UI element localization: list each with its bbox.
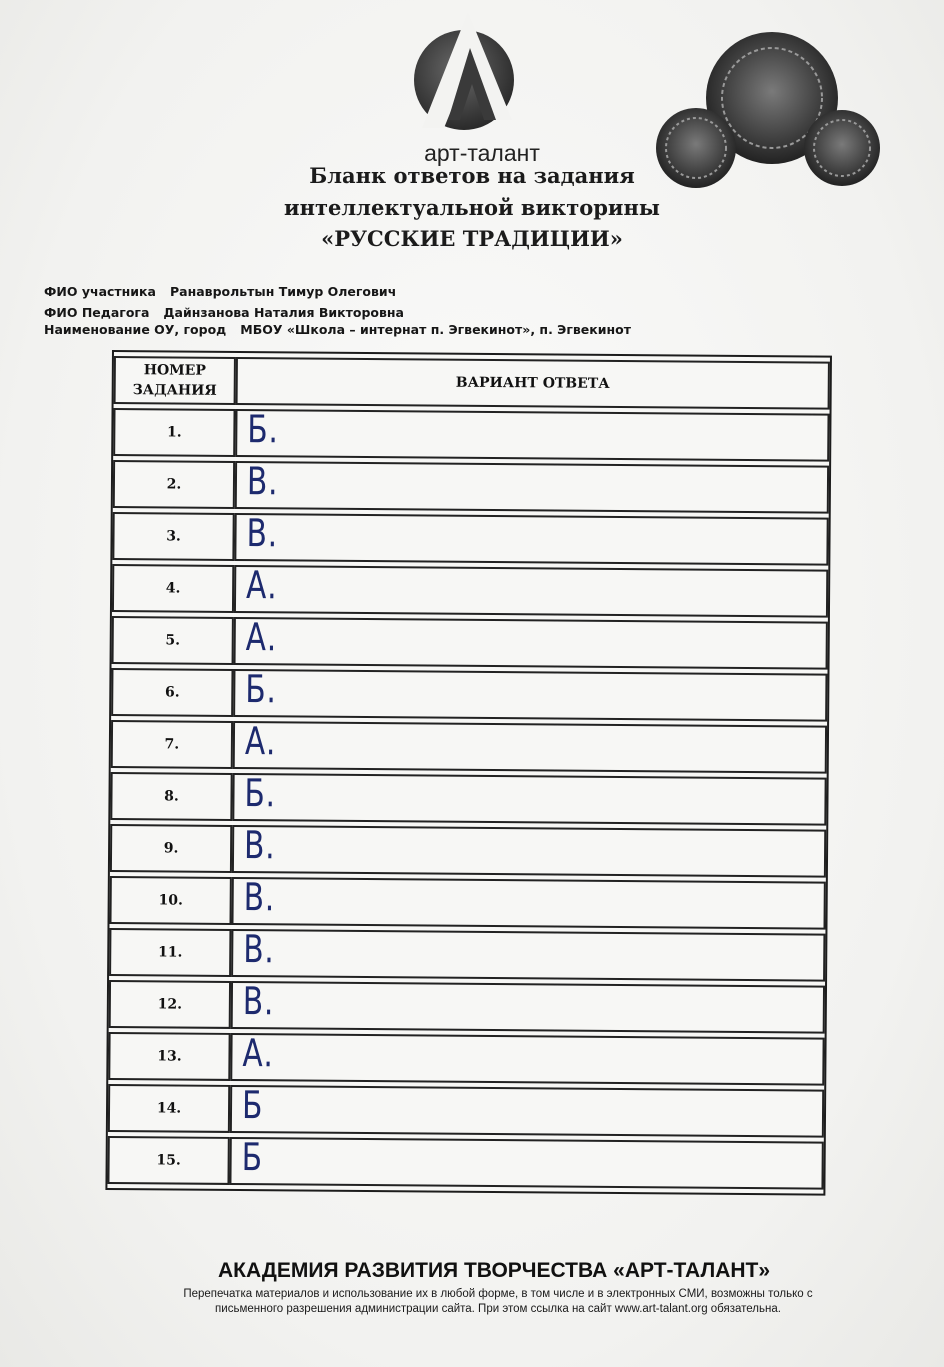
answer-cell bbox=[230, 1085, 824, 1138]
task-number: 14. bbox=[108, 1084, 230, 1133]
number-header-line-2: ЗАДАНИЯ bbox=[132, 382, 217, 399]
task-number: 15. bbox=[107, 1136, 229, 1185]
table-row bbox=[111, 668, 827, 722]
task-number: 11. bbox=[109, 928, 231, 977]
table-row bbox=[111, 720, 827, 774]
answer-cell bbox=[231, 929, 825, 982]
table-row bbox=[108, 1084, 824, 1138]
table-row bbox=[113, 460, 829, 514]
teacher-info bbox=[44, 305, 404, 320]
table-row bbox=[110, 772, 826, 826]
answer-cell bbox=[235, 409, 829, 462]
answer-cell bbox=[229, 1137, 823, 1190]
handwritten-answer: Б bbox=[241, 1135, 263, 1180]
table-row bbox=[109, 928, 825, 982]
handwritten-answer: Б. bbox=[244, 771, 277, 816]
footer-note-line-1: Перепечатка материалов и использование их в любой форме, в том числе и в электронных СМИ, возможны только с bbox=[183, 1288, 813, 1300]
footer-title: АКАДЕМИЯ РАЗВИТИЯ ТВОРЧЕСТВА «АРТ-ТАЛАНТ» bbox=[217, 1259, 771, 1282]
answer-cell bbox=[232, 825, 826, 878]
brand-name: арт-талант bbox=[424, 140, 540, 166]
handwritten-answer: В. bbox=[246, 459, 279, 504]
school-value: МБОУ «Школа – интернат п. Эгвекинот», п. Эгвекинот bbox=[240, 322, 631, 337]
task-number: 6. bbox=[111, 668, 233, 717]
task-number: 4. bbox=[112, 564, 234, 613]
handwritten-answer: А. bbox=[242, 1031, 274, 1076]
art-talant-logo-icon bbox=[408, 8, 520, 144]
task-number: 5. bbox=[112, 616, 234, 665]
answer-cell bbox=[235, 461, 829, 514]
title-line-1: Бланк ответов на задания bbox=[309, 163, 635, 188]
answer-cell bbox=[231, 981, 825, 1034]
handwritten-answer: Б. bbox=[247, 407, 279, 452]
task-number: 1. bbox=[113, 408, 235, 457]
school-info bbox=[44, 322, 631, 337]
answer-cell bbox=[234, 565, 828, 618]
title-line-2: интеллектуальной викторины bbox=[284, 195, 660, 220]
task-number: 3. bbox=[112, 512, 234, 561]
answer-cell bbox=[233, 721, 827, 774]
task-number: 10. bbox=[109, 876, 231, 925]
handwritten-answer: В. bbox=[243, 927, 275, 972]
number-header-line-1: НОМЕР bbox=[143, 362, 206, 379]
table-row bbox=[112, 564, 828, 618]
answer-cell bbox=[232, 773, 826, 826]
teacher-value: Дайнзанова Наталия Викторовна bbox=[163, 305, 404, 320]
handwritten-answer: В. bbox=[243, 823, 276, 868]
answer-cell bbox=[234, 513, 828, 566]
table-row bbox=[113, 408, 829, 462]
handwritten-answer: В. bbox=[246, 511, 279, 556]
table-row bbox=[110, 824, 826, 878]
school-label: Наименование ОУ, город bbox=[44, 322, 227, 337]
handwritten-answer: А. bbox=[245, 563, 278, 608]
handwritten-answer: В. bbox=[242, 979, 275, 1024]
handwritten-answer: В. bbox=[243, 875, 276, 920]
footer-note-line-2: письменного разрешения администрации сайта. При этом ссылка на сайт www.art-talant.org обязательна. bbox=[215, 1303, 781, 1315]
handwritten-answer: Б bbox=[241, 1083, 264, 1128]
number-column-header bbox=[114, 356, 236, 405]
handwritten-answer: А. bbox=[245, 615, 278, 660]
answer-cell bbox=[230, 1033, 824, 1086]
table-row bbox=[109, 980, 825, 1034]
title-line-3: «РУССКИЕ ТРАДИЦИИ» bbox=[321, 226, 623, 251]
participant-label: ФИО участника bbox=[44, 284, 156, 299]
handwritten-answer: А. bbox=[244, 719, 277, 764]
table-row bbox=[109, 876, 825, 930]
table-row bbox=[108, 1032, 824, 1086]
table-header-row bbox=[114, 356, 830, 410]
table-row bbox=[112, 616, 828, 670]
answer-cell bbox=[233, 669, 827, 722]
handwritten-answer: Б. bbox=[245, 667, 277, 712]
answers-table-wrap bbox=[105, 350, 840, 1224]
answer-column-header: ВАРИАНТ ОТВЕТА bbox=[236, 357, 830, 410]
participant-info bbox=[44, 284, 396, 299]
participant-value: Ранаврольтын Тимур Олегович bbox=[169, 284, 397, 299]
task-number: 12. bbox=[109, 980, 231, 1029]
answers-table bbox=[105, 350, 832, 1196]
teacher-label: ФИО Педагога bbox=[44, 305, 150, 320]
table-row bbox=[112, 512, 828, 566]
task-number: 9. bbox=[110, 824, 232, 873]
task-number: 8. bbox=[110, 772, 232, 821]
task-number: 7. bbox=[111, 720, 233, 769]
answer-cell bbox=[234, 617, 828, 670]
answer-cell bbox=[231, 877, 825, 930]
task-number: 2. bbox=[113, 460, 235, 509]
task-number: 13. bbox=[108, 1032, 230, 1081]
table-row bbox=[107, 1136, 823, 1190]
footer-note bbox=[98, 1287, 898, 1317]
